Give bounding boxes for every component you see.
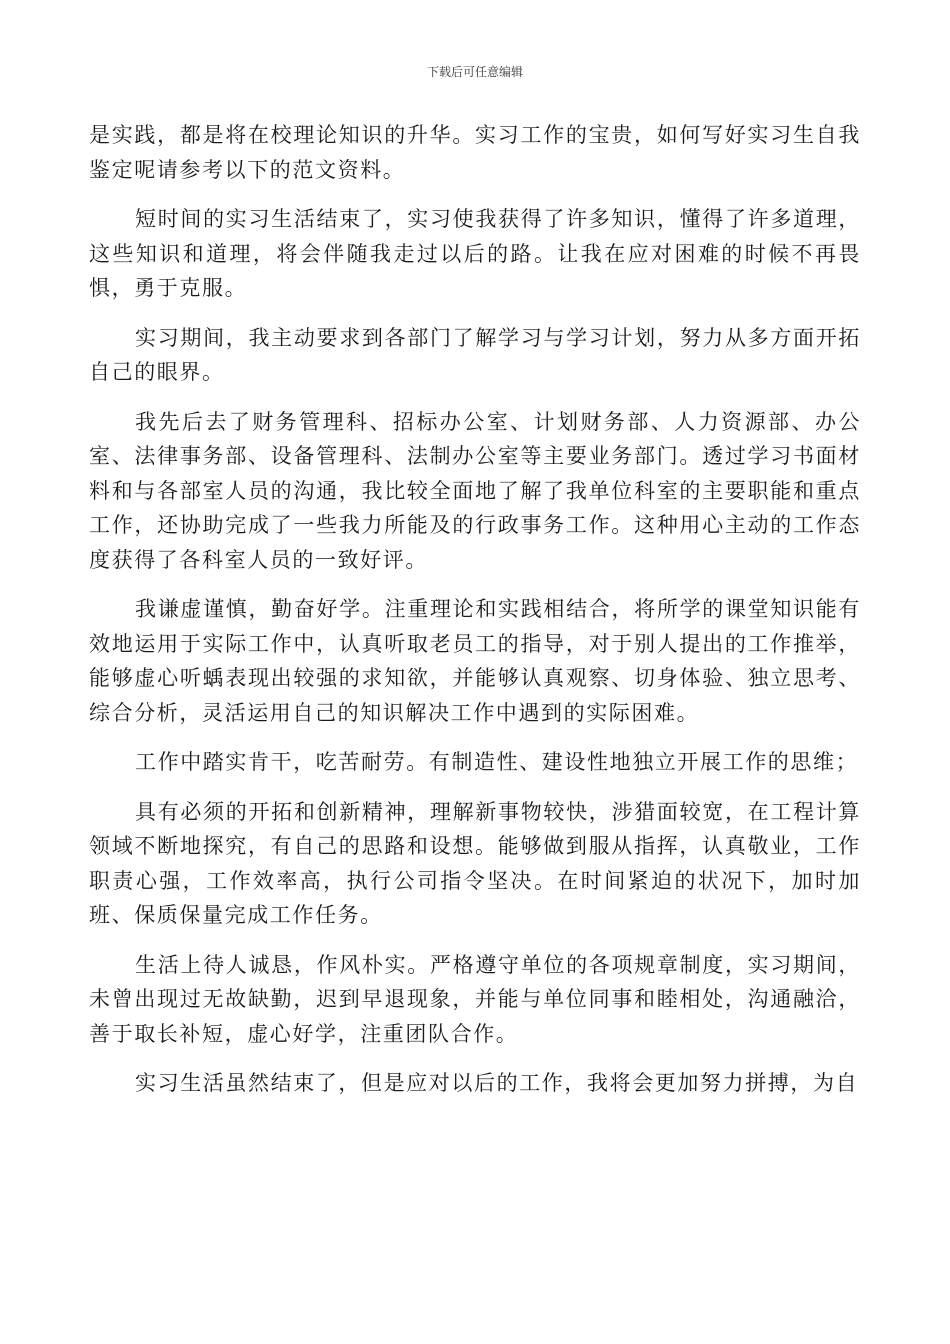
paragraph: 工作中踏实肯干，吃苦耐劳。有制造性、建设性地独立开展工作的思维； [135,750,859,774]
document-body [89,118,861,1116]
paragraph: 具有必须的开拓和创新精神，理解新事物较快，涉猎面较宽，在工程计算领域不断地探究，有自己的思路和设想。能够做到服从指挥，认真敬业，工作职责心强，工作效率高，执行公司指令坚决。在时间紧迫的状况下，加时加班、保质保量完成工作任务。 [89,799,861,927]
paragraph: 短时间的实习生活结束了，实习使我获得了许多知识，懂得了许多道理，这些知识和道理，将会伴随我走过以后的路。让我在应对困难的时候不再畏惧，勇于克服。 [89,207,861,300]
paragraph: 我谦虚谨慎，勤奋好学。注重理论和实践相结合，将所学的课堂知识能有效地运用于实际工作中，认真听取老员工的指导，对于别人提出的工作推举，能够虚心听蝺表现出较强的求知欲，并能够认真观察、切身体验、独立思考、综合分析，灵活运用自己的知识解决工作中遇到的实际困难。 [89,597,861,725]
paragraph: 生活上待人诚恳，作风朴实。严格遵守单位的各项规章制度，实习期间，未曾出现过无故缺勤，迟到早退现象，并能与单位同事和睦相处，沟通融洽，善于取长补短，虚心好学，注重团队合作。 [89,952,861,1046]
paragraph: 实习期间，我主动要求到各部门了解学习与学习计划，努力从多方面开拓自己的眼界。 [89,325,861,384]
paragraph: 是实践，都是将在校理论知识的升华。实习工作的宝贵，如何写好实习生自我鉴定呢请参考以下的范文资料。 [89,123,861,182]
paragraph: 我先后去了财务管理科、招标办公室、计划财务部、人力资源部、办公室、法律事务部、设备管理科、法制办公室等主要业务部门。透过学习书面材料和与各部室人员的沟通，我比较全面地了解了我单位科室的主要职能和重点工作，还协助完成了一些我力所能及的行政事务工作。这种用心主动的工作态度获得了各科室人员的一致好评。 [89,409,861,572]
page-header: 下载后可任意编辑 [426,65,523,79]
paragraph: 实习生活虽然结束了，但是应对以后的工作，我将会更加努力拼搏，为自 [135,1071,859,1095]
